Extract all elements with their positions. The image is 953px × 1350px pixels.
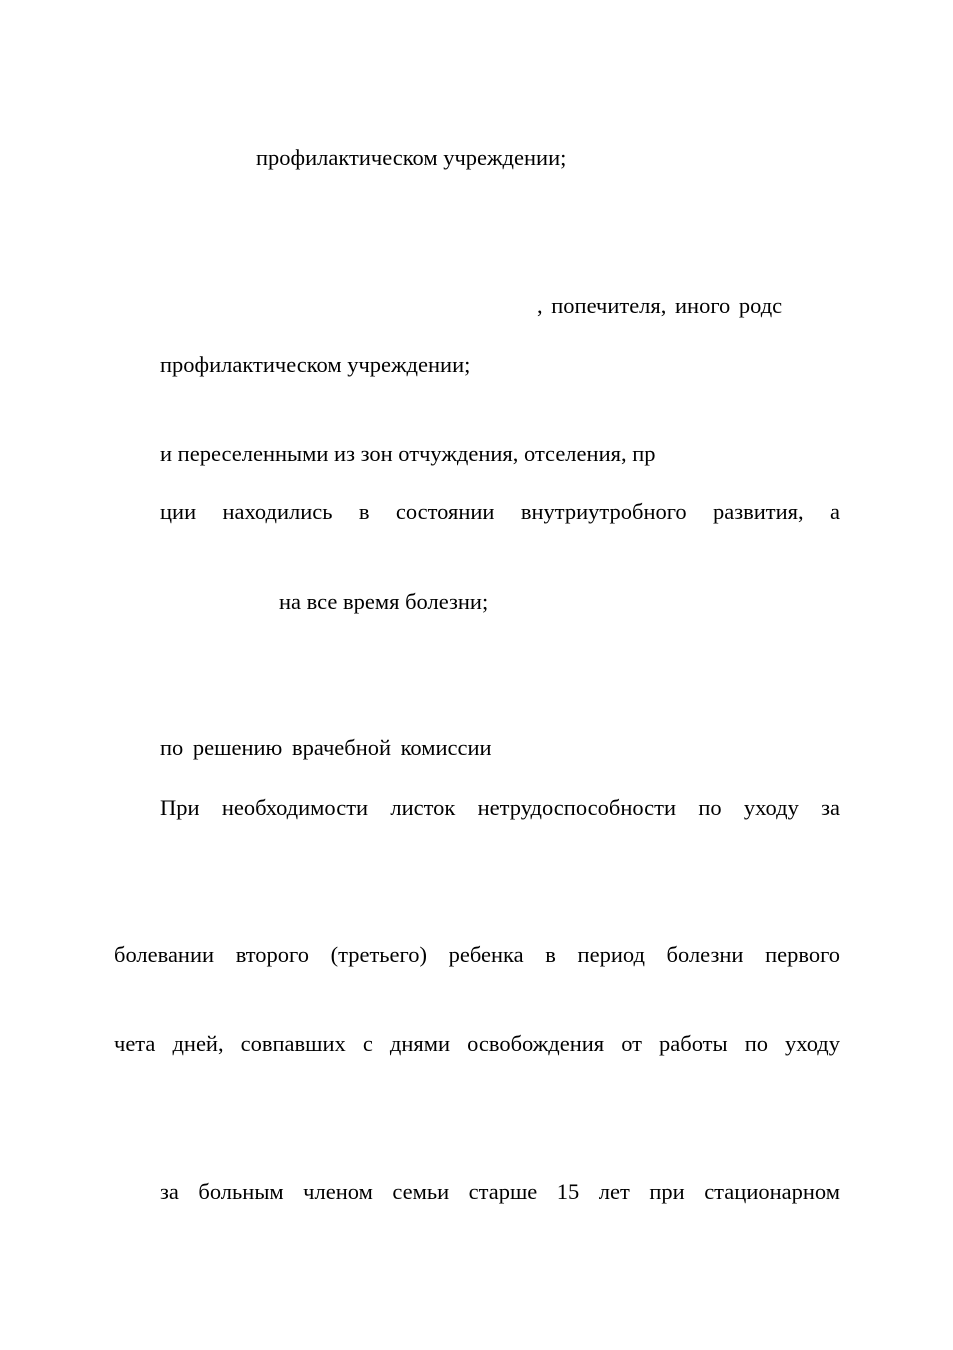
text-line-8: При необходимости листок нетрудоспособности по уходу за bbox=[160, 795, 840, 820]
text-line-1: профилактическом учреждении; bbox=[256, 145, 567, 170]
text-line-6: на все время болезни; bbox=[279, 589, 489, 614]
text-line-5: ции находились в состоянии внутриутробного развития, а bbox=[160, 499, 840, 524]
text-line-3: профилактическом учреждении; bbox=[160, 352, 471, 377]
text-line-10: чета дней, совпавших с днями освобождения от работы по уходу bbox=[114, 1031, 840, 1056]
text-line-11: за больным членом семьи старше 15 лет при стационарном bbox=[160, 1179, 840, 1204]
text-line-4: и переселенными из зон отчуждения, отселения, пр bbox=[160, 441, 656, 466]
text-line-9: болевании второго (третьего) ребенка в период болезни первого bbox=[114, 942, 840, 967]
text-line-2: , попечителя, иного родс bbox=[537, 293, 783, 318]
text-line-7: по решению врачебной комиссии bbox=[160, 735, 492, 760]
